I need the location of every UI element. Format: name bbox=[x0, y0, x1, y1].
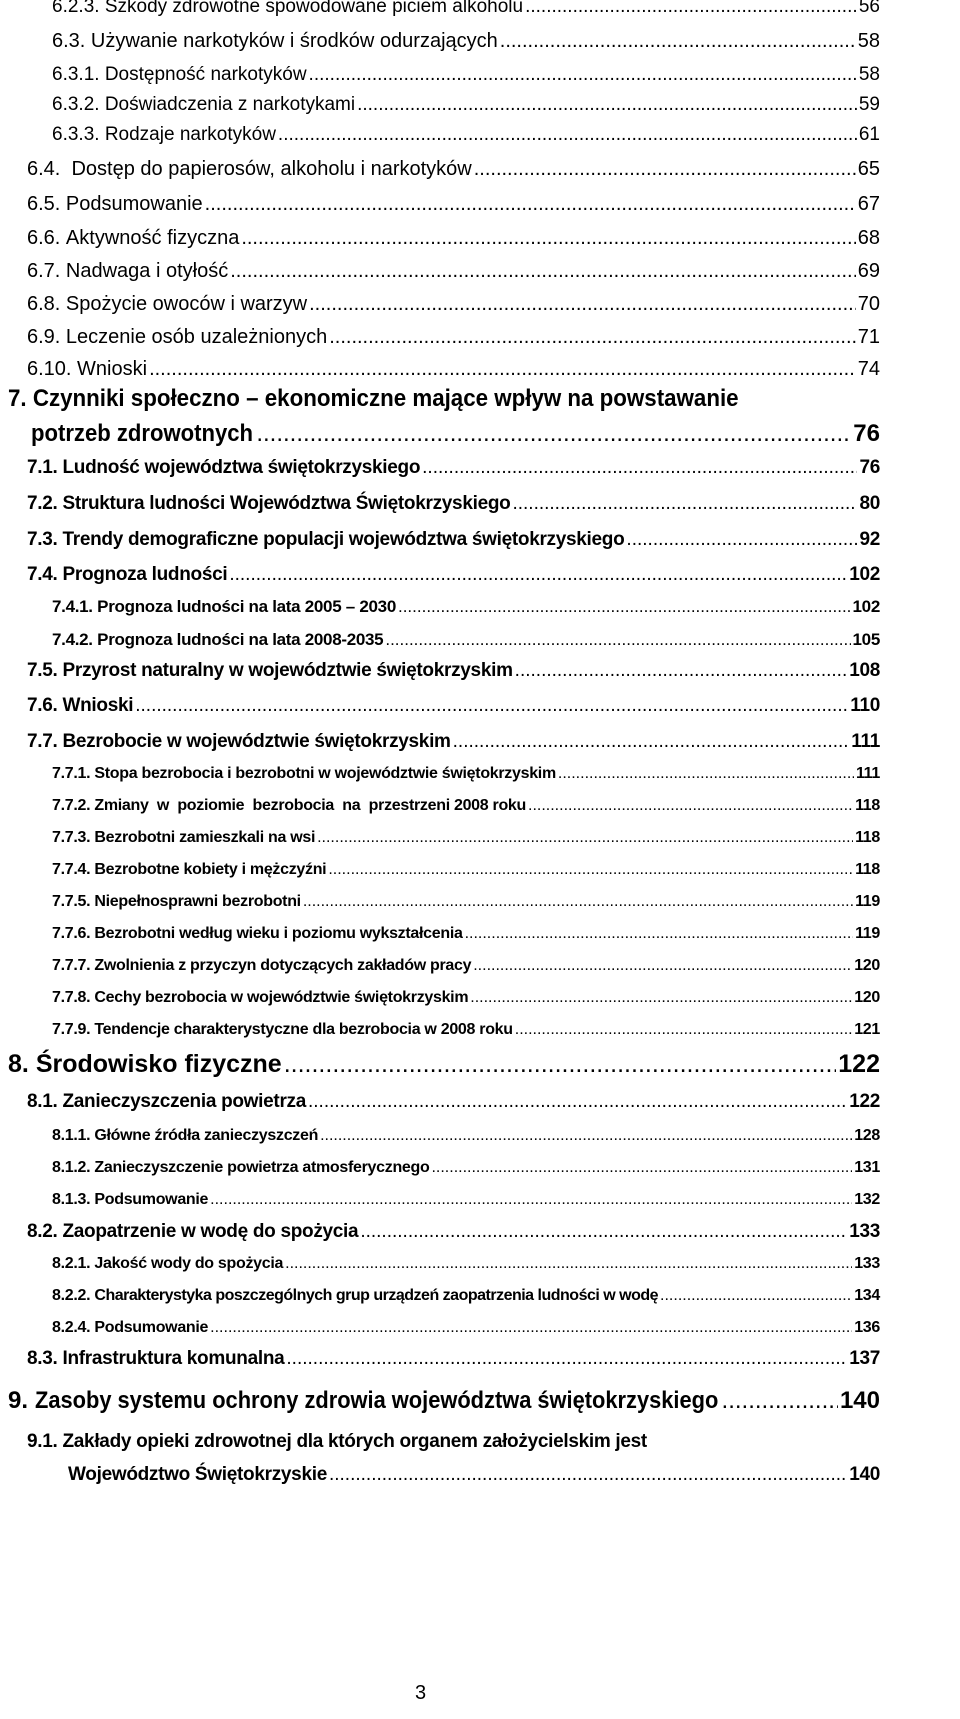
toc-entry-page: 118 bbox=[855, 797, 880, 814]
toc-entry-page: 137 bbox=[849, 1348, 880, 1369]
toc-entry[interactable] bbox=[27, 457, 880, 479]
toc-entry-number: 8.1.1. bbox=[52, 1127, 91, 1144]
toc-leader-dots bbox=[320, 1127, 852, 1145]
toc-entry[interactable] bbox=[27, 193, 880, 216]
toc-entry-number: 7.3. bbox=[27, 529, 58, 550]
toc-entry-page: 133 bbox=[849, 1221, 880, 1242]
toc-entry[interactable] bbox=[27, 358, 880, 381]
toc-entry-number: 8. bbox=[8, 1050, 29, 1078]
toc-entry-number: 7.6. bbox=[27, 695, 58, 716]
toc-leader-dots bbox=[515, 660, 848, 682]
toc-entry-page: 56 bbox=[858, 0, 880, 17]
toc-entry-page: 122 bbox=[849, 1091, 880, 1112]
toc-entry-page: 76 bbox=[853, 420, 880, 447]
toc-entry-title: Stopa bezrobocia i bezrobotni w województwie świętokrzyskim bbox=[94, 765, 556, 782]
toc-leader-dots bbox=[398, 597, 851, 617]
toc-entry-number: 9.1. bbox=[27, 1431, 58, 1452]
toc-entry-page: 102 bbox=[852, 597, 880, 616]
toc-entry-title-line1: Czynniki społeczno – ekonomiczne mające wpływ na powstawanie bbox=[32, 385, 739, 412]
toc-entry-number: 7.7.4. bbox=[52, 861, 91, 878]
toc-entry-page: 69 bbox=[857, 260, 880, 282]
toc-entry-page: 80 bbox=[859, 493, 880, 514]
toc-entry-title: Dostępność narkotyków bbox=[104, 64, 307, 85]
toc-entry-title: Podsumowanie bbox=[94, 1191, 209, 1208]
toc-entry-page: 122 bbox=[838, 1050, 880, 1078]
toc-entry-page: 120 bbox=[854, 989, 880, 1006]
toc-leader-dots bbox=[149, 358, 856, 381]
toc-entry-title: Ludność województwa świętokrzyskiego bbox=[62, 457, 421, 478]
toc-entry-title: Doświadczenia z narkotykami bbox=[104, 94, 356, 115]
toc-entry-title: Przyrost naturalny w województwie świętokrzyskim bbox=[62, 660, 513, 681]
toc-entry[interactable] bbox=[8, 1387, 880, 1415]
toc-entry[interactable] bbox=[52, 893, 880, 911]
toc-entry-title: Używanie narkotyków i środków odurzających bbox=[90, 30, 498, 52]
toc-entry-title: Szkody zdrowotne spowodowane piciem alkoholu bbox=[104, 0, 524, 17]
toc-leader-dots bbox=[357, 94, 857, 116]
toc-entry[interactable] bbox=[27, 1091, 880, 1113]
toc-entry-number: 8.2.1. bbox=[52, 1255, 91, 1272]
toc-leader-dots bbox=[431, 1159, 852, 1177]
toc-entry[interactable] bbox=[27, 260, 880, 283]
toc-entry-number: 7.7.1. bbox=[52, 765, 91, 782]
toc-entry-number: 7.2. bbox=[27, 493, 58, 514]
toc-entry[interactable] bbox=[31, 420, 880, 448]
toc-leader-dots bbox=[303, 893, 853, 911]
toc-entry-page: 118 bbox=[855, 861, 880, 878]
toc-entry-title: Charakterystyka poszczególnych grup urządzeń zaopatrzenia ludności w wodę bbox=[94, 1287, 659, 1304]
toc-entry[interactable] bbox=[52, 1127, 880, 1145]
toc-entry-title: Infrastruktura komunalna bbox=[62, 1348, 285, 1369]
toc-entry-number: 8.1. bbox=[27, 1091, 58, 1112]
toc-leader-dots bbox=[210, 1319, 852, 1337]
toc-entry-number: 6.9. bbox=[27, 326, 61, 348]
toc-entry[interactable] bbox=[52, 925, 880, 943]
toc-entry-title: Prognoza ludności na lata 2005 – 2030 bbox=[97, 597, 396, 616]
toc-entry-title: Bezrobotni zamieszkali na wsi bbox=[94, 829, 316, 846]
toc-entry-page: 76 bbox=[859, 457, 880, 478]
toc-entry[interactable] bbox=[68, 1464, 880, 1486]
toc-leader-dots bbox=[210, 1191, 852, 1209]
toc-entry[interactable] bbox=[27, 1348, 880, 1370]
toc-entry-page: 58 bbox=[857, 30, 880, 52]
toc-entry-number: 7.1. bbox=[27, 457, 58, 478]
toc-entry-page: 119 bbox=[855, 893, 880, 910]
toc-leader-dots bbox=[284, 1050, 837, 1079]
toc-entry-title: Struktura ludności Województwa Świętokrzyskiego bbox=[62, 493, 511, 514]
page-number: 3 bbox=[415, 1682, 427, 1704]
toc-entry[interactable] bbox=[8, 1050, 880, 1079]
toc-leader-dots bbox=[626, 529, 857, 551]
toc-entry-number: 6.3.3. bbox=[52, 124, 100, 145]
toc-entry[interactable] bbox=[52, 94, 880, 116]
toc-entry-title: Wnioski bbox=[77, 358, 148, 380]
toc-leader-dots bbox=[286, 1348, 847, 1370]
toc-entry[interactable] bbox=[52, 597, 880, 617]
toc-entry[interactable] bbox=[52, 829, 880, 847]
toc-entry-number: 9. bbox=[8, 1387, 29, 1414]
toc-entry-title: Zanieczyszczenia powietrza bbox=[62, 1091, 306, 1112]
toc-entry[interactable] bbox=[27, 564, 880, 586]
toc-entry-number: 6.2.3. bbox=[52, 0, 100, 17]
toc-entry-page: 118 bbox=[855, 829, 880, 846]
toc-leader-dots bbox=[474, 158, 856, 181]
toc-entry[interactable] bbox=[27, 158, 880, 181]
toc-entry-title: Wnioski bbox=[62, 695, 134, 716]
toc-entry-title: Bezrobocie w województwie świętokrzyskim bbox=[62, 731, 451, 752]
toc-leader-dots bbox=[135, 695, 848, 717]
toc-entry-page: 61 bbox=[858, 124, 880, 145]
toc-leader-dots bbox=[515, 1021, 852, 1039]
toc-entry-title: Zasoby systemu ochrony zdrowia województwa świętokrzyskiego bbox=[34, 1387, 718, 1414]
toc-entry[interactable] bbox=[52, 1021, 880, 1039]
toc-entry-number: 8.2.4. bbox=[52, 1319, 91, 1336]
toc-entry-number: 7.5. bbox=[27, 660, 58, 681]
toc-entry-page: 111 bbox=[851, 731, 880, 752]
toc-entry-title: Trendy demograficzne populacji województwa świętokrzyskiego bbox=[62, 529, 625, 550]
toc-entry-number: 8.2. bbox=[27, 1221, 58, 1242]
toc-leader-dots bbox=[500, 30, 856, 53]
toc-entry-number: 7.7. bbox=[27, 731, 58, 752]
toc-leader-dots bbox=[309, 64, 857, 86]
toc-leader-dots bbox=[473, 957, 852, 975]
toc-leader-dots bbox=[453, 731, 850, 753]
toc-leader-dots bbox=[525, 0, 857, 18]
toc-entry-number: 8.2.2. bbox=[52, 1287, 91, 1304]
toc-leader-dots bbox=[722, 1387, 838, 1415]
toc-entry-number: 6.3. bbox=[52, 30, 86, 52]
toc-entry-page: 132 bbox=[854, 1191, 880, 1208]
toc-leader-dots bbox=[278, 124, 857, 146]
toc-entry[interactable] bbox=[27, 529, 880, 551]
toc-entry-page: 74 bbox=[857, 358, 880, 380]
toc-leader-dots bbox=[385, 630, 850, 650]
toc-leader-dots bbox=[230, 260, 856, 283]
toc-entry-number: 6.3.2. bbox=[52, 94, 100, 115]
toc-entry-page: 131 bbox=[854, 1159, 880, 1176]
toc-entry-title: Prognoza ludności na lata 2008-2035 bbox=[97, 630, 384, 649]
toc-entry-page: 119 bbox=[855, 925, 880, 942]
toc-entry[interactable] bbox=[52, 989, 880, 1007]
toc-entry-title: Tendencje charakterystyczne dla bezrobocia w 2008 roku bbox=[94, 1021, 513, 1038]
toc-entry-title: Nadwaga i otyłość bbox=[65, 260, 229, 282]
toc-leader-dots bbox=[528, 797, 853, 815]
toc-entry[interactable] bbox=[52, 957, 880, 975]
toc-leader-dots bbox=[309, 293, 856, 316]
toc-entry[interactable] bbox=[52, 1255, 880, 1273]
toc-entry-title: Województwo Świętokrzyskie bbox=[68, 1464, 327, 1485]
toc-leader-dots bbox=[328, 861, 853, 879]
toc-entry-page: 71 bbox=[857, 326, 880, 348]
toc-leader-dots bbox=[205, 193, 856, 216]
toc-entry-number: 6.6. bbox=[27, 227, 61, 249]
toc-entry-page: 110 bbox=[850, 695, 880, 716]
toc-entry-title: Zaopatrzenie w wodę do spożycia bbox=[62, 1221, 359, 1242]
toc-entry-title: Spożycie owoców i warzyw bbox=[65, 293, 308, 315]
toc-entry-page: 134 bbox=[854, 1287, 880, 1304]
toc-entry[interactable] bbox=[27, 660, 880, 682]
toc-entry-title: Aktywność fizyczna bbox=[65, 227, 240, 249]
toc-entry-title: Bezrobotni według wieku i poziomu wykształcenia bbox=[94, 925, 463, 942]
toc-entry[interactable] bbox=[27, 1221, 880, 1243]
toc-entry-title: Rodzaje narkotyków bbox=[104, 124, 276, 145]
toc-leader-dots bbox=[256, 420, 851, 448]
toc-entry[interactable] bbox=[52, 0, 880, 18]
toc-entry[interactable] bbox=[52, 765, 880, 783]
toc-entry-page: 108 bbox=[849, 660, 880, 681]
toc-entry[interactable] bbox=[52, 30, 880, 53]
toc-entry-title: Podsumowanie bbox=[94, 1319, 209, 1336]
toc-entry[interactable] bbox=[52, 861, 880, 879]
toc-chapter-heading-line[interactable] bbox=[8, 385, 739, 413]
toc-leader-dots bbox=[317, 829, 853, 847]
toc-entry[interactable] bbox=[52, 124, 880, 146]
toc-leader-dots bbox=[360, 1221, 847, 1243]
toc-entry-title: Główne źródła zanieczyszczeń bbox=[94, 1127, 319, 1144]
toc-entry-page: 70 bbox=[857, 293, 880, 315]
toc-entry-page: 136 bbox=[854, 1319, 880, 1336]
toc-entry-title: Zmiany w poziomie bezrobocia na przestrzeni 2008 roku bbox=[94, 797, 526, 814]
toc-entry-title: Dostęp do papierosów, alkoholu i narkotyków bbox=[71, 158, 472, 180]
toc-entry-page: 67 bbox=[857, 193, 880, 215]
toc-entry-number: 6.10. bbox=[27, 358, 72, 380]
toc-entry-title: Jakość wody do spożycia bbox=[94, 1255, 284, 1272]
toc-entry-number: 6.3.1. bbox=[52, 64, 100, 85]
toc-entry-number: 7.7.7. bbox=[52, 957, 91, 974]
toc-entry[interactable] bbox=[52, 797, 880, 815]
toc-leader-dots bbox=[241, 227, 855, 250]
toc-entry-page: 65 bbox=[857, 158, 880, 180]
toc-leader-dots bbox=[558, 765, 854, 783]
toc-entry[interactable] bbox=[52, 64, 880, 86]
toc-entry-number: 7.4.2. bbox=[52, 630, 93, 649]
toc-leader-dots bbox=[285, 1255, 852, 1273]
toc-entry-number: 7.7.3. bbox=[52, 829, 91, 846]
toc-entry[interactable] bbox=[27, 293, 880, 316]
toc-leader-dots bbox=[660, 1287, 852, 1305]
toc-entry-number: 8.3. bbox=[27, 1348, 58, 1369]
toc-leader-dots bbox=[422, 457, 857, 479]
toc-entry-page: 121 bbox=[854, 1021, 880, 1038]
toc-entry-number: 7.7.9. bbox=[52, 1021, 91, 1038]
toc-entry-number: 6.7. bbox=[27, 260, 61, 282]
toc-entry-number: 7.7.8. bbox=[52, 989, 91, 1006]
toc-entry-number: 8.1.3. bbox=[52, 1191, 91, 1208]
toc-entry-number: 7.4. bbox=[27, 564, 58, 585]
toc-entry-number: 7.7.5. bbox=[52, 893, 91, 910]
toc-entry-number: 6.5. bbox=[27, 193, 61, 215]
toc-entry-page: 92 bbox=[859, 529, 880, 550]
toc-entry-title: Zwolnienia z przyczyn dotyczących zakładów pracy bbox=[94, 957, 472, 974]
toc-entry-page: 140 bbox=[839, 1387, 880, 1414]
toc-entry[interactable] bbox=[52, 1191, 880, 1209]
toc-leader-dots bbox=[329, 326, 856, 349]
toc-entry-number: 7.7.6. bbox=[52, 925, 91, 942]
toc-entry-number: 7.4.1. bbox=[52, 597, 93, 616]
toc-leader-dots bbox=[329, 1464, 847, 1486]
toc-entry-title-line1: Zakłady opieki zdrowotnej dla których organem założycielskim jest bbox=[62, 1431, 647, 1452]
toc-entry-page: 140 bbox=[849, 1464, 880, 1485]
toc-entry-page: 68 bbox=[857, 227, 880, 249]
toc-entry-title: potrzeb zdrowotnych bbox=[31, 420, 254, 447]
toc-entry-number: 6.4. bbox=[27, 158, 61, 180]
toc-leader-dots bbox=[512, 493, 857, 515]
toc-entry[interactable] bbox=[52, 1287, 880, 1305]
toc-entry-heading-line[interactable] bbox=[27, 1431, 647, 1453]
toc-entry[interactable] bbox=[52, 630, 880, 650]
toc-entry-title: Leczenie osób uzależnionych bbox=[65, 326, 328, 348]
toc-entry-page: 133 bbox=[854, 1255, 880, 1272]
toc-entry[interactable] bbox=[27, 227, 880, 250]
toc-leader-dots bbox=[308, 1091, 847, 1113]
toc-entry-page: 128 bbox=[854, 1127, 880, 1144]
toc-entry-page: 111 bbox=[855, 765, 880, 782]
toc-entry-page: 58 bbox=[858, 64, 880, 85]
toc-entry-page: 105 bbox=[852, 630, 880, 649]
toc-entry[interactable] bbox=[52, 1159, 880, 1177]
toc-entry-title: Cechy bezrobocia w województwie świętokrzyskim bbox=[94, 989, 469, 1006]
toc-entry-title: Podsumowanie bbox=[65, 193, 203, 215]
toc-entry-title: Niepełnosprawni bezrobotni bbox=[94, 893, 301, 910]
toc-leader-dots bbox=[470, 989, 852, 1007]
toc-entry-number: 8.1.2. bbox=[52, 1159, 91, 1176]
toc-entry[interactable] bbox=[52, 1319, 880, 1337]
toc-entry[interactable] bbox=[27, 326, 880, 349]
toc-entry-number: 7. bbox=[8, 385, 27, 412]
toc-entry-number: 7.7.2. bbox=[52, 797, 91, 814]
toc-entry-title: Środowisko fizyczne bbox=[35, 1050, 282, 1078]
toc-entry[interactable] bbox=[27, 695, 880, 717]
toc-entry-title: Zanieczyszczenie powietrza atmosferycznego bbox=[94, 1159, 430, 1176]
toc-entry[interactable] bbox=[27, 493, 880, 515]
toc-entry-title: Bezrobotne kobiety i mężczyźni bbox=[94, 861, 327, 878]
toc-entry-number: 6.8. bbox=[27, 293, 61, 315]
toc-entry-title: Prognoza ludności bbox=[62, 564, 228, 585]
toc-leader-dots bbox=[229, 564, 847, 586]
toc-entry-page: 120 bbox=[854, 957, 880, 974]
toc-entry-page: 102 bbox=[849, 564, 880, 585]
toc-leader-dots bbox=[465, 925, 854, 943]
toc-entry-page: 59 bbox=[858, 94, 880, 115]
toc-entry[interactable] bbox=[27, 731, 880, 753]
